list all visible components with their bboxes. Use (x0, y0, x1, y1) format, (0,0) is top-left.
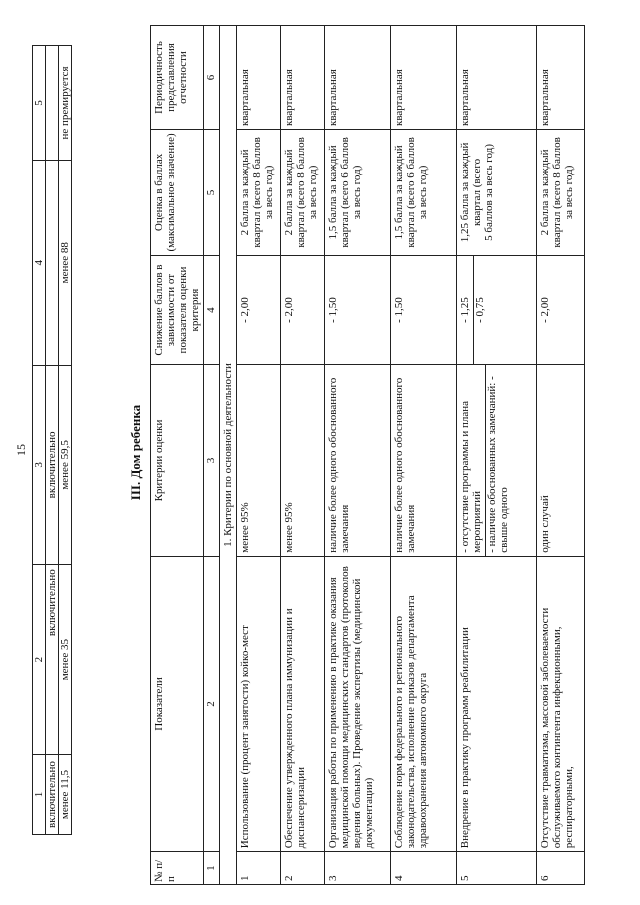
indicator-cell: Обеспечение утвержденного плана иммунизации и диспансеризации (281, 556, 325, 851)
table-row (237, 26, 281, 885)
header-num: № п/п (151, 852, 204, 885)
score-text: 5 баллов за весь год) (483, 144, 495, 241)
period-cell: квартальная (537, 26, 585, 130)
reduction-cell (457, 255, 537, 364)
indicator-cell: Отсутствие травматизма, массовой заболеваемости обслуживаемого контингента инфекционными, респираторными, (537, 556, 585, 851)
criteria-cell: наличие более одного обоснованного замечания (391, 365, 457, 556)
col-number-cell: 6 (204, 26, 220, 130)
col-number-cell: 4 (33, 160, 46, 365)
row-number: 6 (537, 852, 585, 885)
continuation-table-number-row (33, 46, 46, 835)
col-number-cell: 3 (204, 365, 220, 556)
indicator-cell: Использование (процент занятости) койко-мест (237, 556, 281, 851)
criteria-table (150, 25, 585, 885)
header-criteria: Критерии оценки (151, 365, 204, 556)
col-number-cell: 4 (204, 255, 220, 364)
header-score: Оценка в баллах (максимальное значение) (151, 130, 204, 256)
table-row (457, 26, 537, 885)
reduction-cell: - 2,00 (237, 255, 281, 364)
score-cell: 2 балла за каждый квартал (всего 8 баллов за весь год) (281, 130, 325, 256)
criteria-cell: менее 95% (237, 365, 281, 556)
score-cell: 1,5 балла за каждый квартал (всего 6 баллов за весь год) (325, 130, 391, 256)
col-number-cell: 1 (204, 852, 220, 885)
score-text: 1,25 балла за каждый квартал (всего (459, 142, 483, 243)
period-cell: квартальная (391, 26, 457, 130)
period-cell: квартальная (237, 26, 281, 130)
reduction-value: - 1,25 (459, 297, 471, 323)
col-number-cell: 5 (204, 130, 220, 256)
header-period: Периодичность представления отчетности (151, 26, 204, 130)
table-cell: не премируется (59, 46, 72, 161)
score-cell: 2 балла за каждый квартал (всего 8 баллов за весь год) (537, 130, 585, 256)
row-number: 4 (391, 852, 457, 885)
criteria-cell: наличие более одного обоснованного замечания (325, 365, 391, 556)
section-title: III. Дом ребенка (128, 404, 143, 501)
header-indicators: Показатели (151, 556, 204, 851)
table-cell: менее 11,5 (59, 755, 72, 835)
score-cell: 1,5 балла за каждый квартал (всего 6 баллов за весь год) (391, 130, 457, 256)
row-number: 2 (281, 852, 325, 885)
continuation-table-row (46, 46, 59, 835)
table-row (391, 26, 457, 885)
col-number-cell: 1 (33, 755, 46, 835)
reduction-value: - 0,75 (474, 297, 486, 323)
period-cell: квартальная (281, 26, 325, 130)
table-row (325, 26, 391, 885)
score-cell: 2 балла за каждый квартал (всего 8 баллов за весь год) (237, 130, 281, 256)
table-cell: менее 88 (59, 160, 72, 365)
period-cell: квартальная (325, 26, 391, 130)
criteria-cell: один случай (537, 365, 585, 556)
criteria-option: - отсутствие программы и плана мероприятий (459, 400, 483, 553)
header-reduction: Снижение баллов в зависимости от показателя оценки критерия (151, 255, 204, 364)
page-number: 15 (14, 444, 28, 456)
reduction-cell: - 1,50 (391, 255, 457, 364)
criteria-cell: менее 95% (281, 365, 325, 556)
row-number: 3 (325, 852, 391, 885)
indicator-cell: Внедрение в практику программ реабилитации (457, 556, 537, 851)
criteria-option: - наличие обоснованных замечаний: - свыше одного (486, 376, 510, 553)
indicator-cell: Организация работы по применению в практике оказания медицинской помощи медицинских стандартов (протоколов ведения больных). Проведение экспертизы (медицинской документации) (325, 556, 391, 851)
row-number: 5 (457, 852, 537, 885)
table-cell: включительно (46, 755, 59, 835)
row-number: 1 (237, 852, 281, 885)
table-cell (46, 46, 59, 161)
header-row (151, 26, 204, 885)
table-cell: менее 59,5 (59, 365, 72, 565)
table-cell (46, 160, 59, 365)
period-cell: квартальная (457, 26, 537, 130)
reduction-cell: - 2,00 (537, 255, 585, 364)
col-number-cell: 2 (33, 565, 46, 755)
reduction-cell: - 2,00 (281, 255, 325, 364)
table-cell: включительно (46, 565, 59, 755)
reduction-cell: - 1,50 (325, 255, 391, 364)
score-cell (457, 130, 537, 256)
table-cell: включительно (46, 365, 59, 565)
col-number-cell: 3 (33, 365, 46, 565)
criteria-cell (457, 365, 537, 556)
table-cell: менее 35 (59, 565, 72, 755)
table-row (281, 26, 325, 885)
subsection-heading: 1. Критерии по основной деятельности (220, 26, 237, 885)
subsection-row (220, 26, 237, 885)
continuation-table-row (59, 46, 72, 835)
column-number-row (204, 26, 220, 885)
continuation-table (32, 45, 72, 835)
indicator-cell: Соблюдение норм федерального и регионального законодательства, исполнение приказов департамента здравоохранения автономного округа (391, 556, 457, 851)
table-row (537, 26, 585, 885)
col-number-cell: 5 (33, 46, 46, 161)
col-number-cell: 2 (204, 556, 220, 851)
